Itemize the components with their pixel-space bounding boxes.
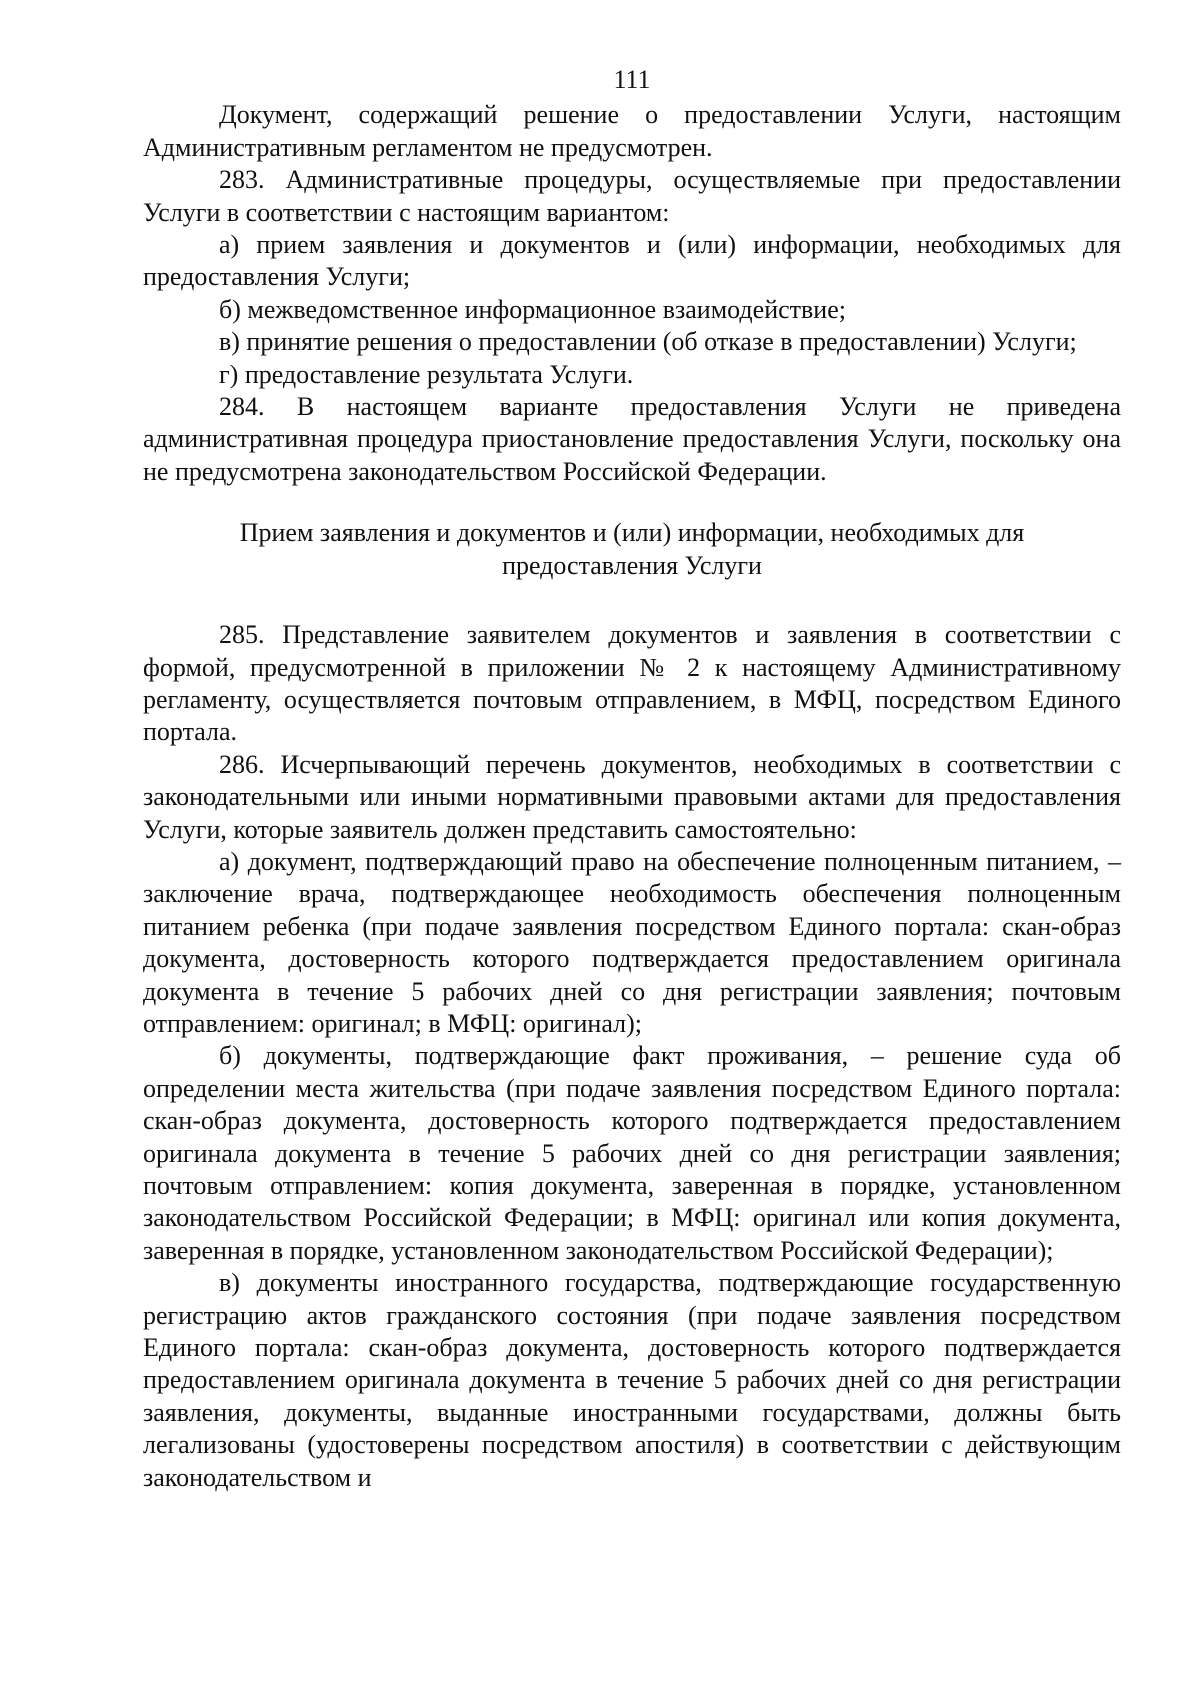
paragraph-286-b: б) документы, подтверждающие факт проживания, – решение суда об определении места жительства (при подаче заявления посредством Единого портала: скан-образ документа, достоверность которого подтверждается предоставлением оригинала документа в течение 5 рабочих дней со дня регистрации заявления; почтовым отправлением: копия документа, заверенная в порядке, установленном законодательством Российской Федерации; в МФЦ: оригинал или копия документа, заверенная в порядке, установленном законодательством Российской Федерации); [143, 1041, 1121, 1265]
section-heading-line-2: предоставления Услуги [502, 550, 762, 580]
paragraph-286-a: а) документ, подтверждающий право на обеспечение полноценным питанием, – заключение врача, подтверждающее необходимость обеспечения полноценным питанием ребенка (при подаче заявления посредством Единого портала: скан-образ документа, достоверность которого подтверждается предоставлением оригинала документа в течение 5 рабочих дней со дня регистрации заявления; почтовым отправлением: оригинал; в МФЦ: оригинал); [143, 846, 1121, 1038]
paragraph-286: 286. Исчерпывающий перечень документов, необходимых в соответствии с законодательными или иными нормативными правовыми актами для предоставления Услуги, которые заявитель должен представить самостоятельно: [143, 749, 1121, 844]
paragraph-283-b: б) межведомственное информационное взаимодействие; [219, 294, 846, 324]
paragraph-286-v: в) документы иностранного государства, подтверждающие государственную регистрацию актов гражданского состояния (при подаче заявления посредством Единого портала: скан-образ документа, достоверность которого подтверждается предоставлением оригинала документа в течение 5 рабочих дней со дня регистрации заявления, документы, выданные иностранными государствами, должны быть легализованы (удостоверены посредством апостиля) в соответствии с действующим законодательством и [143, 1268, 1121, 1492]
section-heading-line-1: Прием заявления и документов и (или) информации, необходимых для [239, 518, 1025, 548]
document-page [143, 64, 1121, 1494]
paragraph-283: 283. Административные процедуры, осуществляемые при предоставлении Услуги в соответствии с настоящим вариантом: [143, 165, 1121, 227]
section-heading [143, 517, 1121, 582]
paragraph-283-a: а) прием заявления и документов и (или) информации, необходимых для предоставления Услуги; [143, 230, 1121, 292]
paragraph-283-g: г) предоставление результата Услуги. [219, 359, 634, 389]
paragraph-283-v: в) принятие решения о предоставлении (об отказе в предоставлении) Услуги; [219, 327, 1077, 357]
paragraph-285: 285. Представление заявителем документов и заявления в соответствии с формой, предусмотренной в приложении № 2 к настоящему Административному регламенту, осуществляется почтовым отправлением, в МФЦ, посредством Единого портала. [143, 620, 1121, 747]
page-number: 111 [613, 65, 651, 94]
paragraph-284: 284. В настоящем варианте предоставления Услуги не приведена административная процедура приостановление предоставления Услуги, поскольку она не предусмотрена законодательством Российской Федерации. [143, 392, 1121, 486]
paragraph-decision-document: Документ, содержащий решение о предоставлении Услуги, настоящим Административным регламентом не предусмотрен. [143, 100, 1121, 162]
